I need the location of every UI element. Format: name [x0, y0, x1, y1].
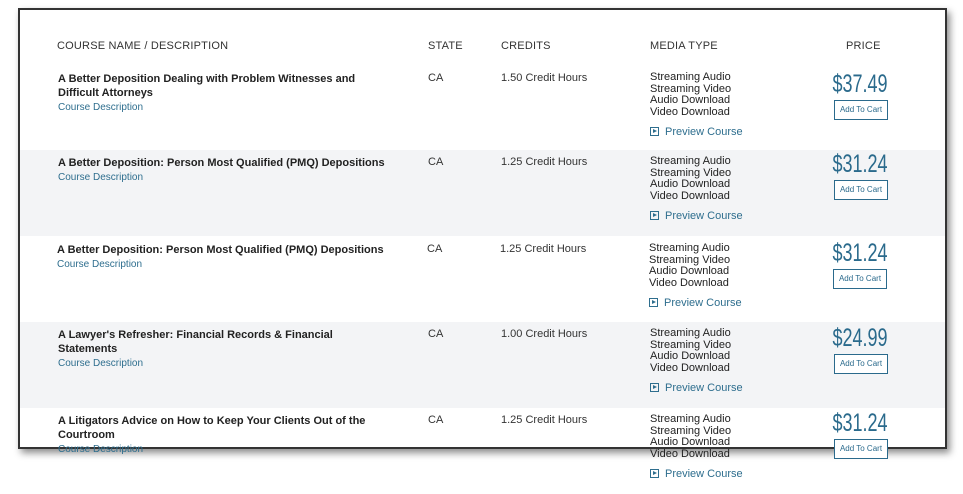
header-media-type: MEDIA TYPE	[650, 40, 718, 52]
media-type-list	[650, 156, 731, 202]
course-description-link[interactable]: Course Description	[58, 102, 144, 113]
media-video-download: Video Download	[650, 105, 730, 118]
media-streaming-video: Streaming Video	[650, 82, 732, 95]
table-row	[20, 408, 945, 494]
media-streaming-audio: Streaming Audio	[650, 155, 731, 167]
media-streaming-audio: Streaming Audio	[650, 327, 731, 339]
course-state: CA	[427, 243, 443, 255]
media-type-list	[649, 243, 730, 289]
preview-course-link[interactable]	[650, 210, 743, 222]
course-title	[58, 156, 388, 185]
course-state: CA	[428, 328, 444, 340]
preview-course-link[interactable]	[650, 382, 743, 394]
course-state: CA	[428, 414, 444, 426]
preview-course-label: Preview Course	[665, 210, 743, 222]
table-row	[20, 66, 945, 152]
course-description-link[interactable]: Course Description	[58, 444, 144, 455]
table-row	[20, 237, 945, 323]
course-title-text: A Lawyer's Refresher: Financial Records & Financial Statements	[58, 329, 333, 355]
header-credits: CREDITS	[501, 40, 551, 52]
preview-course-label: Preview Course	[665, 126, 743, 138]
course-description-link[interactable]: Course Description	[57, 259, 143, 270]
course-credits: 1.25 Credit Hours	[500, 243, 587, 255]
course-title-text: A Better Deposition: Person Most Qualified (PMQ) Depositions	[57, 244, 384, 256]
table-row	[20, 150, 945, 236]
play-icon	[650, 383, 659, 392]
course-credits: 1.00 Credit Hours	[501, 328, 588, 340]
course-price: $31.24	[832, 239, 888, 267]
header-state: STATE	[428, 40, 463, 52]
play-icon	[649, 298, 658, 307]
table-row	[20, 322, 945, 408]
play-icon	[650, 127, 659, 136]
preview-course-link[interactable]	[649, 297, 742, 309]
add-to-cart-button[interactable]: Add To Cart	[834, 439, 888, 459]
media-streaming-video: Streaming Video	[649, 253, 731, 266]
course-title	[58, 328, 388, 371]
course-title-text: A Better Deposition: Person Most Qualified (PMQ) Depositions	[58, 157, 385, 169]
course-price: $37.49	[832, 70, 888, 98]
course-price: $24.99	[832, 324, 888, 352]
course-credits: 1.25 Credit Hours	[501, 414, 588, 426]
course-title-text: A Litigators Advice on How to Keep Your Clients Out of the Courtroom	[58, 415, 366, 441]
media-streaming-audio: Streaming Audio	[650, 413, 731, 425]
preview-course-link[interactable]	[650, 126, 743, 138]
media-streaming-video: Streaming Video	[650, 166, 732, 179]
header-course: COURSE NAME / DESCRIPTION	[57, 40, 229, 52]
media-streaming-video: Streaming Video	[650, 424, 732, 437]
course-credits: 1.25 Credit Hours	[501, 156, 588, 168]
media-type-list	[650, 72, 731, 118]
media-audio-download: Audio Download	[650, 178, 731, 191]
course-description-link[interactable]: Course Description	[58, 172, 144, 183]
media-video-download: Video Download	[650, 361, 730, 374]
media-streaming-video: Streaming Video	[650, 338, 732, 351]
add-to-cart-button[interactable]: Add To Cart	[834, 100, 888, 120]
media-type-list	[650, 328, 731, 374]
course-state: CA	[428, 72, 444, 84]
preview-course-label: Preview Course	[665, 468, 743, 480]
play-icon	[650, 469, 659, 478]
course-state: CA	[428, 156, 444, 168]
course-title	[58, 72, 388, 115]
table-header	[20, 40, 945, 58]
media-streaming-audio: Streaming Audio	[649, 242, 730, 254]
media-video-download: Video Download	[650, 189, 730, 202]
media-video-download: Video Download	[649, 276, 729, 289]
preview-course-label: Preview Course	[664, 297, 742, 309]
add-to-cart-button[interactable]: Add To Cart	[834, 180, 888, 200]
media-video-download: Video Download	[650, 447, 730, 460]
add-to-cart-button[interactable]: Add To Cart	[833, 269, 887, 289]
add-to-cart-button[interactable]: Add To Cart	[834, 354, 888, 374]
course-credits: 1.50 Credit Hours	[501, 72, 588, 84]
media-audio-download: Audio Download	[650, 436, 731, 449]
media-audio-download: Audio Download	[650, 94, 731, 107]
media-type-list	[650, 414, 731, 460]
course-description-link[interactable]: Course Description	[58, 358, 144, 369]
course-title	[57, 243, 387, 272]
course-table	[18, 8, 947, 480]
preview-course-label: Preview Course	[665, 382, 743, 394]
course-price: $31.24	[832, 409, 888, 437]
media-streaming-audio: Streaming Audio	[650, 71, 731, 83]
course-title	[58, 414, 388, 457]
media-audio-download: Audio Download	[649, 265, 730, 278]
course-title-text: A Better Deposition Dealing with Problem Witnesses and Difficult Attorneys	[58, 73, 356, 99]
header-price: PRICE	[846, 40, 881, 52]
media-audio-download: Audio Download	[650, 350, 731, 363]
preview-course-link[interactable]	[650, 468, 743, 480]
play-icon	[650, 211, 659, 220]
course-price: $31.24	[832, 150, 888, 178]
